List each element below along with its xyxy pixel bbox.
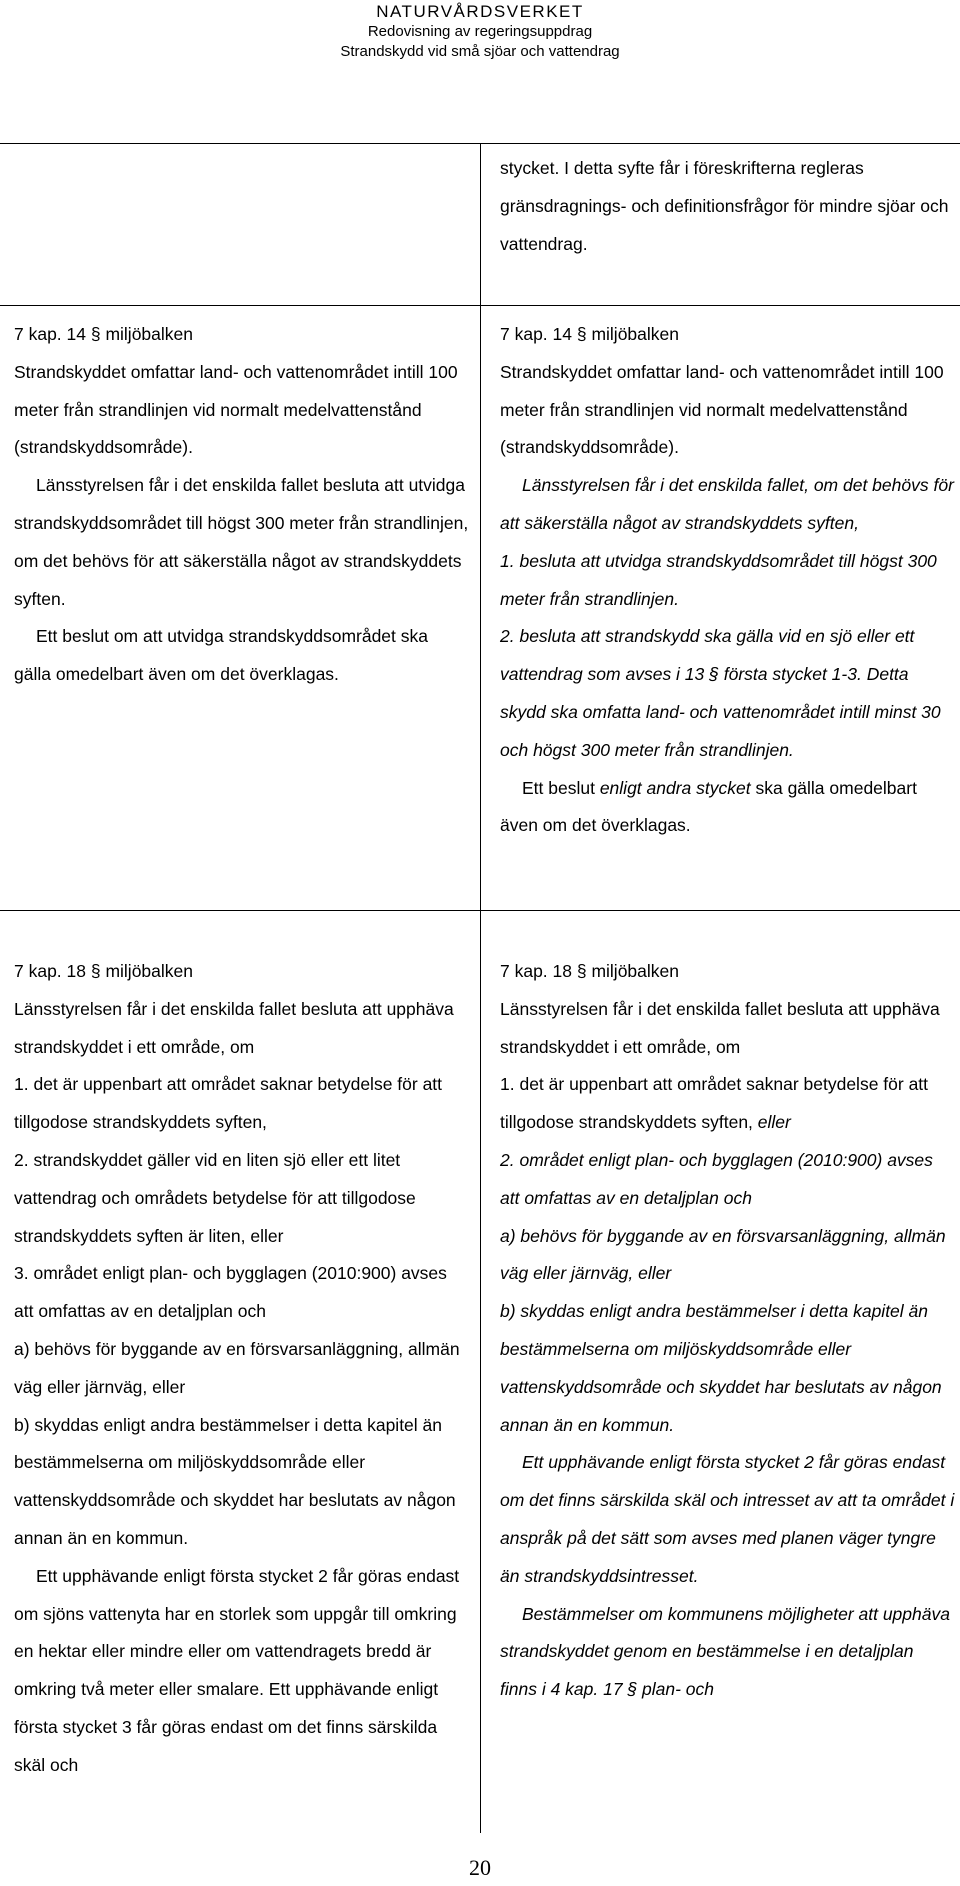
row3-right-cell xyxy=(500,953,955,1709)
row1-right-cell xyxy=(500,150,955,263)
paragraph: 2. strandskyddet gäller vid en liten sjö eller ett litet vattendrag och områdets betydelse för att tillgodose strandskyddets syften är liten, eller xyxy=(14,1149,416,1246)
paragraph: Länsstyrelsen får i det enskilda fallet besluta att utvidga strandskyddsområdet till högst 300 meter från strandlinjen, om det behövs för att säkerställa något av strandskyddets syften. xyxy=(14,475,469,609)
paragraph: b) skyddas enligt andra bestämmelser i detta kapitel än bestämmelserna om miljöskyddsområde eller vattenskyddsområde och skyddet har beslutats av någon annan än en kommun. xyxy=(14,1414,456,1548)
paragraph: 2. området enligt plan- och bygglagen (2010:900) avses att omfattas av en detaljplan och xyxy=(500,1149,933,1208)
paragraph: 3. området enligt plan- och bygglagen (2010:900) avses att omfattas av en detaljplan och xyxy=(14,1263,447,1322)
paragraph: Länsstyrelsen får i det enskilda fallet, om det behövs för att säkerställa något av strandskyddets syften, xyxy=(500,475,954,533)
page-number: 20 xyxy=(469,1855,491,1880)
section-heading: 7 kap. 14 § miljöbalken xyxy=(500,324,679,344)
section-heading: 7 kap. 18 § miljöbalken xyxy=(14,961,193,981)
paragraph: 1. det är uppenbart att området saknar betydelse för att tillgodose strandskyddets syften, xyxy=(14,1074,443,1133)
paragraph: Ett upphävande enligt första stycket 2 får göras endast om sjöns vattenyta har en storlek som uppgår till omkring en hektar eller mindre eller om vattendragets bredd är omkring två meter eller smalare. Ett upphävande enligt första stycket 3 får göras endast om det finns särskilda skäl och xyxy=(14,1565,460,1775)
report-title: Redovisning av regeringsuppdrag xyxy=(367,23,593,40)
paragraph: a) behövs för byggande av en försvarsanläggning, allmän väg eller järnväg, eller xyxy=(500,1225,946,1284)
page-header xyxy=(0,0,960,62)
section-heading: 7 kap. 14 § miljöbalken xyxy=(14,324,193,344)
row2-right-cell xyxy=(500,316,955,845)
paragraph: b) skyddas enligt andra bestämmelser i detta kapitel än bestämmelserna om miljöskyddsområde eller vattenskyddsområde och skyddet har beslutats av någon annan än en kommun. xyxy=(500,1301,942,1435)
paragraph: 2. besluta att strandskydd ska gälla vid en sjö eller ett vattendrag som avses i 13 § första stycket 1-3. Detta skydd ska omfatta land- och vattenområdet intill minst 30 och högst 300 meter från strandlinjen. xyxy=(500,626,941,760)
text-run: Ett beslut xyxy=(522,777,600,798)
paragraph: a) behövs för byggande av en försvarsanläggning, allmän väg eller järnväg, eller xyxy=(14,1338,460,1397)
paragraph: Länsstyrelsen får i det enskilda fallet besluta att upphäva strandskyddet i ett område, om xyxy=(14,998,454,1057)
text-run: 1. det är uppenbart att området saknar betydelse för att tillgodose strandskyddets syften, xyxy=(500,1074,929,1133)
paragraph xyxy=(500,770,955,846)
org-name: NATURVÅRDSVERKET xyxy=(376,2,584,21)
report-subtitle: Strandskydd vid små sjöar och vattendrag xyxy=(340,43,620,60)
paragraph: 1. besluta att utvidga strandskyddsområdet till högst 300 meter från strandlinjen. xyxy=(500,550,937,609)
row2-left-cell xyxy=(14,316,469,694)
text-run: ska gälla omedelbart även om det överklagas. xyxy=(500,777,917,836)
section-heading: 7 kap. 18 § miljöbalken xyxy=(500,961,679,981)
paragraph: Bestämmelser om kommunens möjligheter att upphäva strandskyddet genom en bestämmelse i en detaljplan finns i 4 kap. 17 § plan- och xyxy=(500,1603,950,1700)
paragraph: Strandskyddet omfattar land- och vattenområdet intill 100 meter från strandlinjen vid normalt medelvattenstånd (strandskyddsområde). xyxy=(14,361,458,458)
paragraph xyxy=(500,1066,955,1142)
paragraph: Ett beslut om att utvidga strandskyddsområdet ska gälla omedelbart även om det överklagas. xyxy=(14,626,428,685)
paragraph: Strandskyddet omfattar land- och vattenområdet intill 100 meter från strandlinjen vid normalt medelvattenstånd (strandskyddsområde). xyxy=(500,361,944,458)
paragraph: Länsstyrelsen får i det enskilda fallet besluta att upphäva strandskyddet i ett område, om xyxy=(500,998,940,1057)
row3-left-cell xyxy=(14,953,469,1785)
column-divider xyxy=(480,143,481,1833)
paragraph: stycket. I detta syfte får i föreskrifterna regleras gränsdragnings- och definitionsfrågor för mindre sjöar och vattendrag. xyxy=(500,158,949,254)
text-run-italic: eller xyxy=(757,1112,791,1133)
text-run-italic: enligt andra stycket xyxy=(599,777,751,798)
paragraph: Ett upphävande enligt första stycket 2 får göras endast om det finns särskilda skäl och intresset av att ta området i anspråk på det sätt som avses med planen väger tyngre än strandskyddsintresset. xyxy=(500,1452,955,1586)
